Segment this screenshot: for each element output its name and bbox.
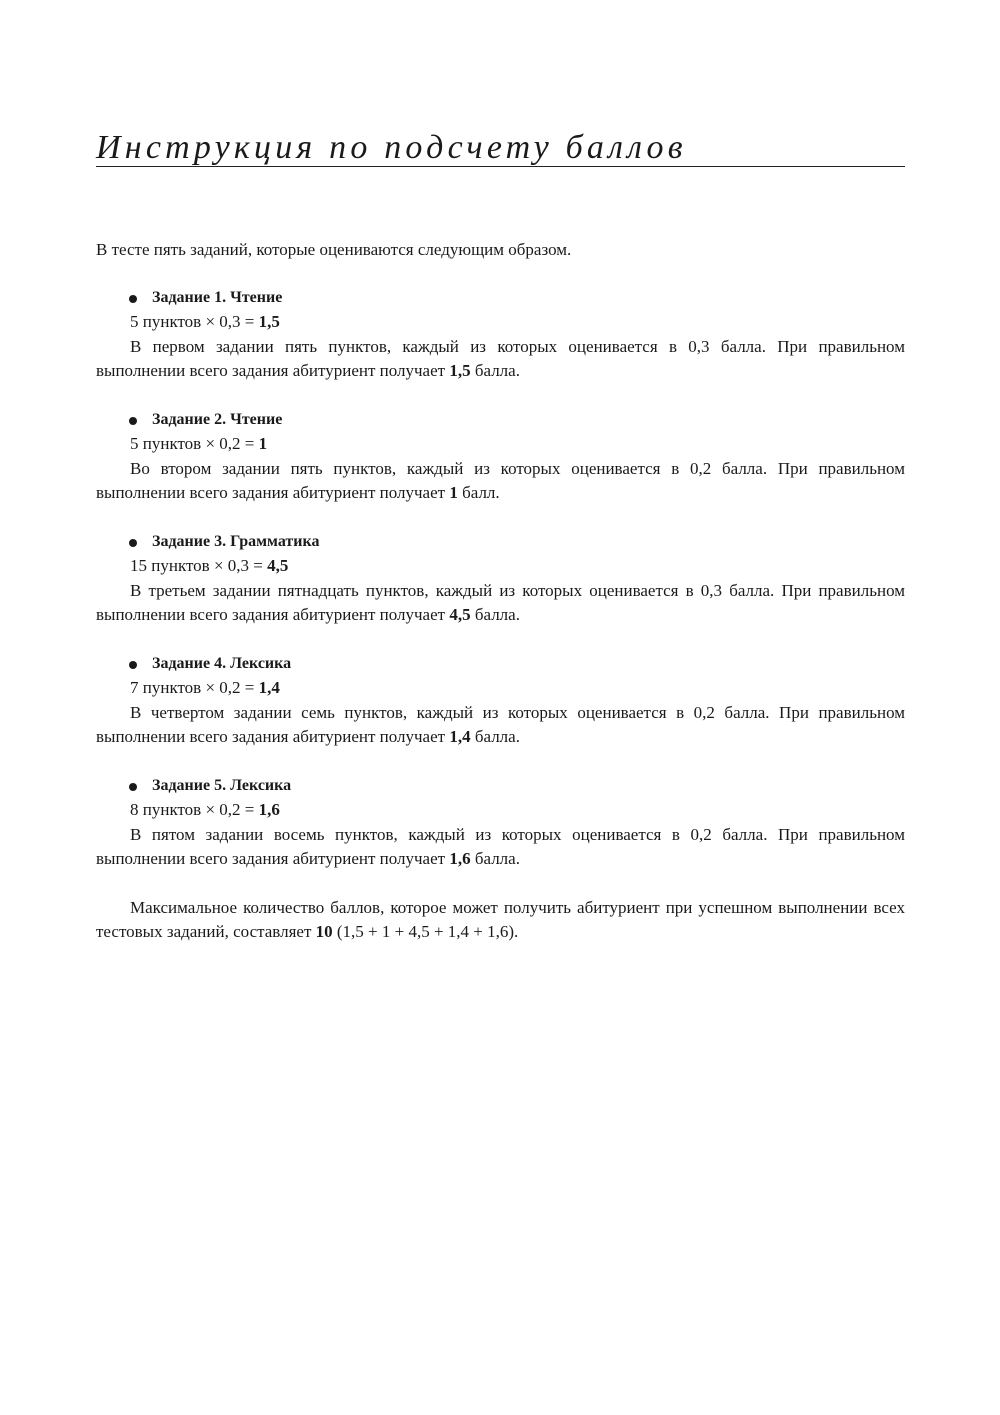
description-points: 1,5 xyxy=(449,361,471,380)
bullet-icon xyxy=(129,539,137,547)
bullet-icon xyxy=(129,661,137,669)
document-body xyxy=(96,238,905,945)
formula-result: 1,4 xyxy=(258,678,280,697)
summary-total: 10 xyxy=(315,922,333,941)
task-formula: 15 пунктов × 0,3 = 4,5 xyxy=(130,556,289,575)
formula-result: 4,5 xyxy=(267,556,289,575)
formula-result: 1,6 xyxy=(258,800,280,819)
task-heading: Задание 4. Лексика xyxy=(96,652,905,677)
task-description: В третьем задании пятнадцать пунктов, каждый из которых оценивается в 0,3 балла. При правильном выполнении всего задания абитуриент получает 4,5 балла. xyxy=(96,580,905,624)
formula-result: 1,5 xyxy=(258,312,280,331)
description-points: 1 xyxy=(449,483,458,502)
task-description: Во втором задании пять пунктов, каждый из которых оценивается в 0,2 балла. При правильном выполнении всего задания абитуриент получает 1 балл. xyxy=(96,458,905,502)
task-heading: Задание 3. Грамматика xyxy=(96,530,905,555)
bullet-icon xyxy=(129,783,137,791)
bullet-icon xyxy=(129,417,137,425)
task-heading: Задание 2. Чтение xyxy=(96,408,905,433)
task-description: В четвертом задании семь пунктов, каждый из которых оценивается в 0,2 балла. При правильном выполнении всего задания абитуриент получает 1,4 балла. xyxy=(96,702,905,746)
summary-paragraph: Максимальное количество баллов, которое может получить абитуриент при успешном выполнении всех тестовых заданий, составляет 10 (1,5 + 1 + 4,5 + 1,4 + 1,6). xyxy=(96,897,905,941)
task-description: В первом задании пять пунктов, каждый из которых оценивается в 0,3 балла. При правильном выполнении всего задания абитуриент получает 1,5 балла. xyxy=(96,336,905,380)
task-heading: Задание 5. Лексика xyxy=(96,774,905,799)
intro-paragraph: В тесте пять заданий, которые оцениваются следующим образом. xyxy=(96,240,572,259)
page-title: Инструкция по подсчету баллов xyxy=(96,129,687,166)
task-block xyxy=(96,408,905,506)
task-block xyxy=(96,530,905,628)
task-formula: 5 пунктов × 0,3 = 1,5 xyxy=(130,312,280,331)
task-heading: Задание 1. Чтение xyxy=(96,286,905,311)
description-points: 4,5 xyxy=(449,605,471,624)
description-points: 1,4 xyxy=(449,727,471,746)
formula-result: 1 xyxy=(258,434,268,453)
task-formula: 5 пунктов × 0,2 = 1 xyxy=(130,434,268,453)
description-points: 1,6 xyxy=(449,849,471,868)
task-block xyxy=(96,286,905,384)
title-underline xyxy=(96,166,905,167)
bullet-icon xyxy=(129,295,137,303)
task-block xyxy=(96,774,905,872)
task-formula: 8 пунктов × 0,2 = 1,6 xyxy=(130,800,280,819)
task-block xyxy=(96,652,905,750)
task-description: В пятом задании восемь пунктов, каждый из которых оценивается в 0,2 балла. При правильном выполнении всего задания абитуриент получает 1,6 балла. xyxy=(96,824,905,868)
task-formula: 7 пунктов × 0,2 = 1,4 xyxy=(130,678,280,697)
